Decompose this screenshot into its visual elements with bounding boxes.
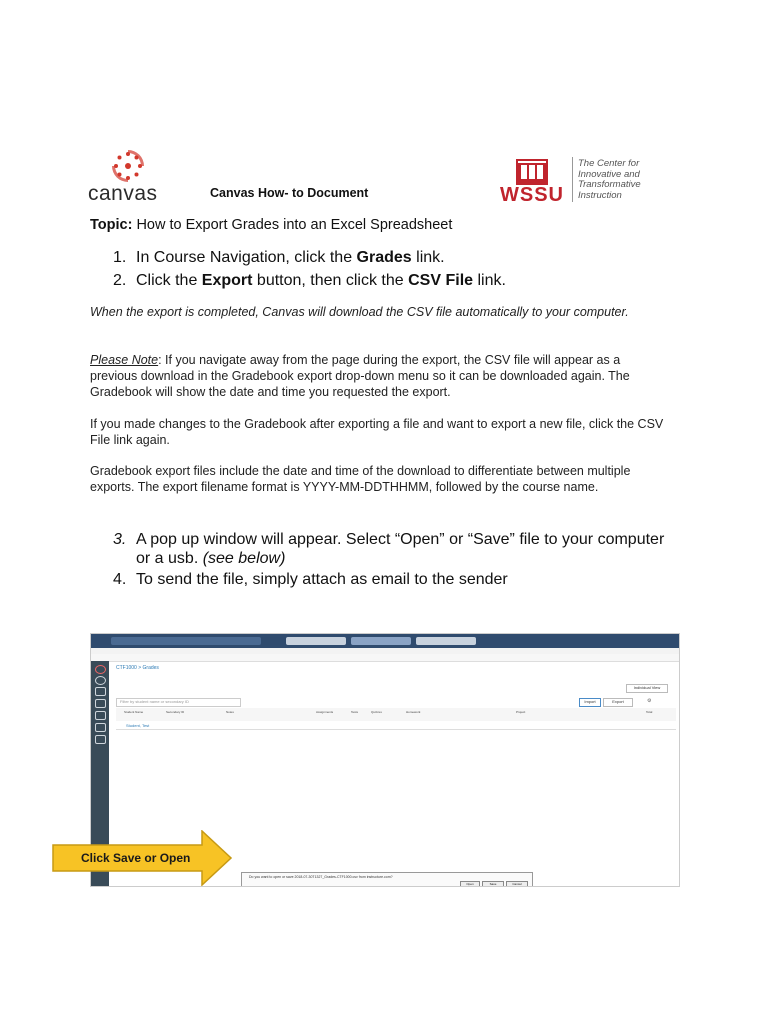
note-label: Please Note	[90, 353, 159, 367]
browser-titlebar	[91, 634, 679, 648]
step-number: 3.	[113, 531, 127, 548]
account-icon[interactable]	[95, 676, 106, 685]
step-text: Click the	[136, 272, 202, 289]
courses-icon[interactable]	[95, 699, 106, 708]
paragraph-changes: If you made changes to the Gradebook after exporting a file and want to export a new file, click the CSV File link again.	[90, 417, 664, 447]
gradebook-header-row	[116, 708, 676, 722]
individual-view-button[interactable]: Individual View	[626, 684, 668, 693]
help-icon[interactable]	[95, 735, 106, 744]
column-header[interactable]: Quizzes	[371, 710, 382, 714]
save-button[interactable]: Save	[482, 881, 504, 887]
topic-text: How to Export Grades into an Excel Spreadsheet	[132, 217, 453, 233]
cancel-button[interactable]: Cancel	[506, 881, 528, 887]
tagline-line: Innovative and	[578, 168, 640, 180]
step-text: In Course Navigation, click the	[136, 249, 357, 266]
browser-tab[interactable]	[351, 637, 411, 645]
topic-line	[90, 217, 452, 233]
logo-icon[interactable]	[95, 665, 106, 674]
tagline-line: Transformative	[578, 179, 641, 190]
browser-tab[interactable]	[416, 637, 476, 645]
topic-label: Topic:	[90, 217, 133, 233]
favorites-bar	[91, 654, 679, 662]
column-header[interactable]: Student Name	[124, 710, 144, 714]
download-prompt-text: Do you want to open or save 2018-07-30T1327_Grades-CTF1000.csv from instructure.com?	[249, 875, 393, 879]
step-3	[113, 530, 673, 568]
callout-label: Click Save or Open	[81, 851, 191, 865]
canvas-wordmark: canvas	[88, 182, 158, 205]
column-header[interactable]: Homework	[406, 710, 421, 714]
logo-divider	[572, 157, 573, 202]
step-1	[113, 249, 445, 267]
step-text: A pop up window will appear. Select “Open” or “Save” file to your computer or a usb.	[136, 531, 665, 567]
step-number: 4.	[113, 571, 127, 588]
column-header[interactable]: Assignments	[316, 710, 334, 714]
step-text: To send the file, simply attach as email to the sender	[136, 571, 508, 588]
dashboard-icon[interactable]	[95, 687, 106, 696]
wssu-wordmark: WSSU	[500, 184, 564, 206]
step-text: button, then click the	[252, 272, 409, 289]
step-number: 2.	[113, 272, 127, 289]
tagline-line: Instruction	[578, 189, 622, 201]
step-text: link.	[473, 272, 506, 289]
column-header[interactable]: Secondary ID	[166, 710, 185, 714]
export-button[interactable]: Export	[603, 698, 633, 707]
student-name-link[interactable]: Student, Test	[126, 723, 150, 728]
step-4	[113, 571, 508, 589]
tagline-line: The Center for	[578, 158, 640, 169]
paragraph-please-note	[90, 353, 670, 400]
step-bold: Export	[201, 272, 253, 289]
calendar-icon[interactable]	[95, 711, 106, 720]
browser-tab[interactable]	[111, 637, 261, 645]
open-button[interactable]: Open	[460, 881, 480, 887]
inbox-icon[interactable]	[95, 723, 106, 732]
step-bold: CSV File	[408, 272, 474, 289]
column-header[interactable]: Project	[516, 710, 526, 714]
import-button[interactable]: Import	[579, 698, 601, 707]
column-header[interactable]: Total	[646, 710, 653, 714]
breadcrumb[interactable]: CTF1000 > Grades	[116, 665, 159, 671]
browser-tab[interactable]	[286, 637, 346, 645]
column-header[interactable]: Notes	[226, 710, 234, 714]
settings-gear-icon[interactable]: ⚙	[647, 698, 652, 704]
download-prompt	[241, 872, 533, 887]
document-title: Canvas How- to Document	[210, 186, 369, 200]
step-number: 1.	[113, 249, 127, 266]
table-row	[116, 721, 676, 730]
student-search-input[interactable]: Filter by student name or secondary ID	[116, 698, 241, 707]
paragraph-export-complete: When the export is completed, Canvas will download the CSV file automatically to your computer.	[90, 305, 629, 319]
step-italic: (see below)	[202, 550, 286, 567]
paragraph-filename-format: Gradebook export files include the date and time of the download to differentiate between multiple exports. The export filename format is YYYY-MM-DDTHHMM, followed by the course name.	[90, 464, 631, 494]
step-2	[113, 272, 506, 290]
step-text: link.	[411, 249, 445, 266]
wssu-tagline	[578, 159, 668, 201]
note-text: : If you navigate away from the page during the export, the CSV file will appear as a previous download in the Gradebook export drop-down menu so it can be downloaded again. The Gradebook will show the date and time you requested the export.	[90, 353, 630, 399]
column-header[interactable]: Tests	[351, 710, 359, 714]
step-bold: Grades	[356, 249, 412, 266]
